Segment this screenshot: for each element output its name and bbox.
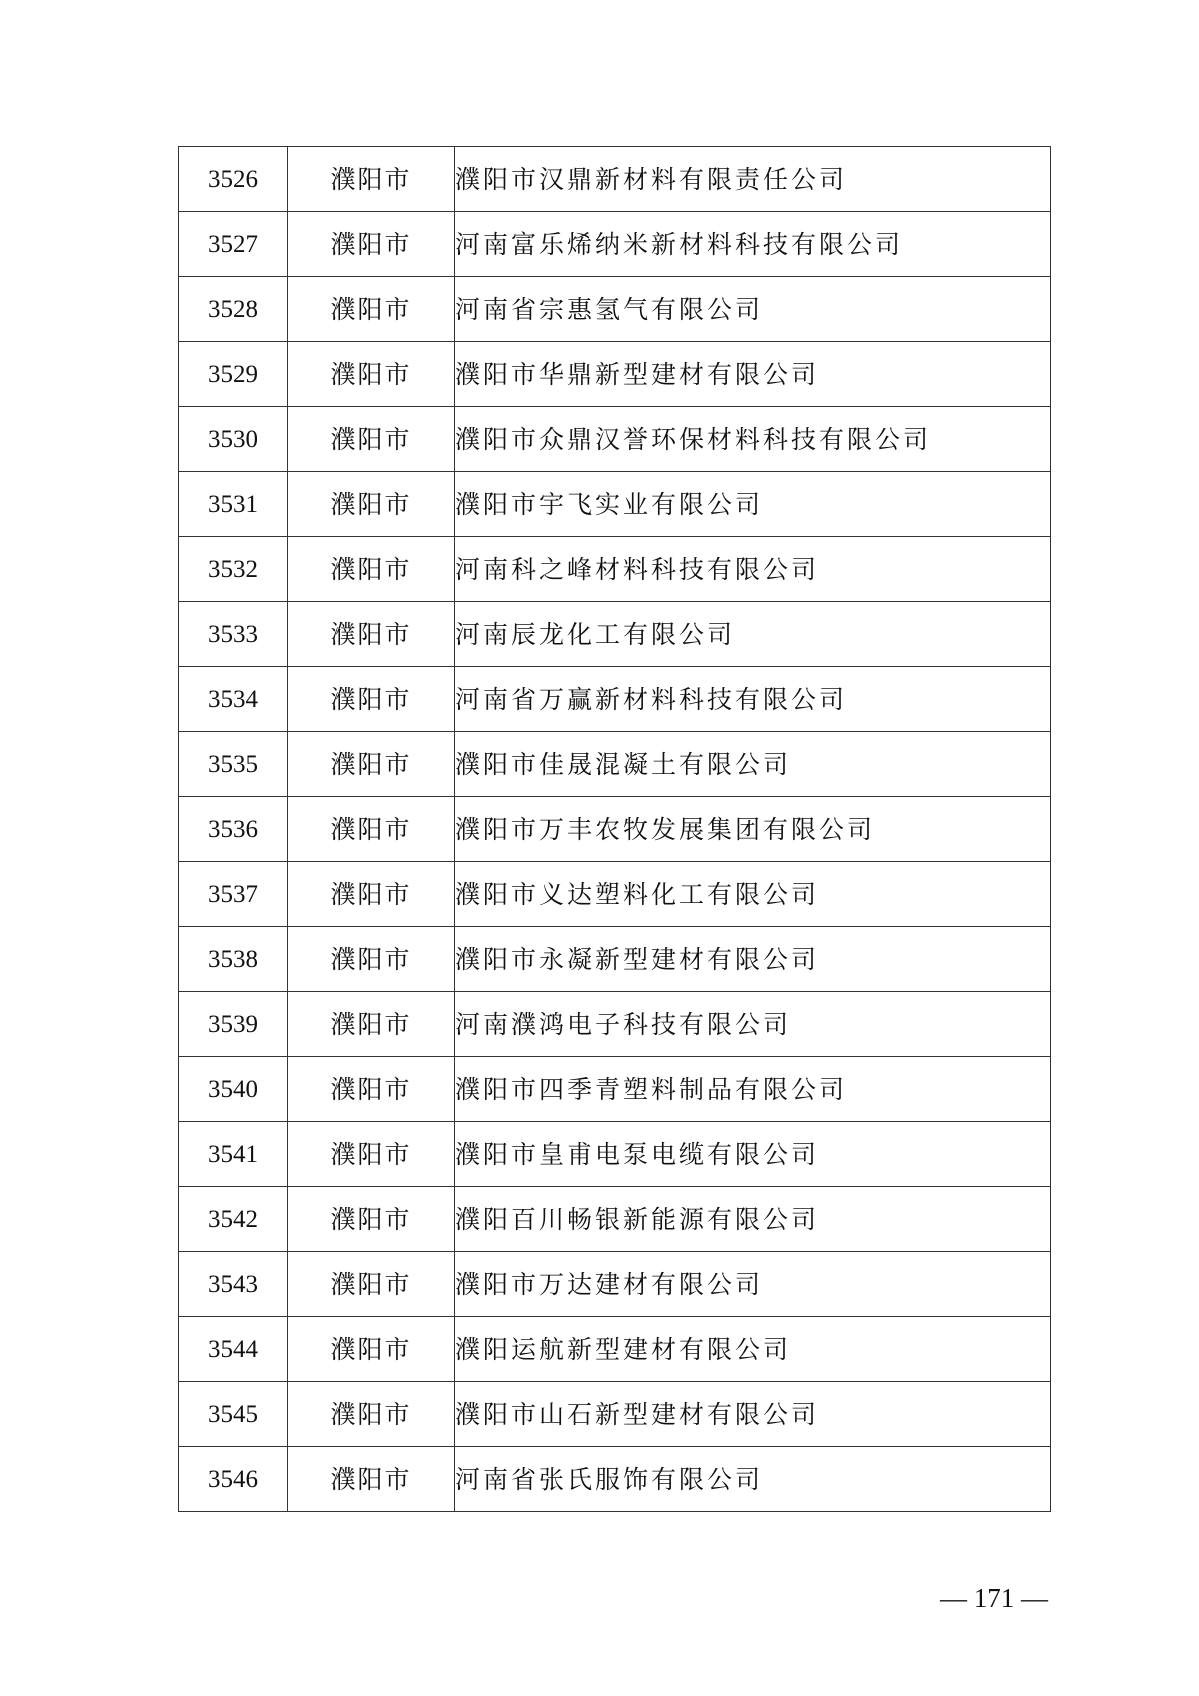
- company-name-cell: 河南省万赢新材料科技有限公司: [455, 667, 1051, 732]
- city-cell: 濮阳市: [288, 472, 455, 537]
- company-name-cell: 河南辰龙化工有限公司: [455, 602, 1051, 667]
- table-row: [179, 212, 1051, 277]
- company-name-cell: 河南省张氏服饰有限公司: [455, 1447, 1051, 1512]
- company-name-cell: 河南科之峰材料科技有限公司: [455, 537, 1051, 602]
- city-cell: 濮阳市: [288, 147, 455, 212]
- table-row: [179, 147, 1051, 212]
- table-row: [179, 797, 1051, 862]
- city-cell: 濮阳市: [288, 1252, 455, 1317]
- table-row: [179, 732, 1051, 797]
- city-cell: 濮阳市: [288, 992, 455, 1057]
- table-row: [179, 342, 1051, 407]
- row-number-cell: 3537: [179, 862, 288, 927]
- table-row: [179, 667, 1051, 732]
- table-row: [179, 1122, 1051, 1187]
- city-cell: 濮阳市: [288, 342, 455, 407]
- city-cell: 濮阳市: [288, 667, 455, 732]
- company-name-cell: 濮阳市宇飞实业有限公司: [455, 472, 1051, 537]
- row-number-cell: 3536: [179, 797, 288, 862]
- row-number-cell: 3542: [179, 1187, 288, 1252]
- table-row: [179, 862, 1051, 927]
- row-number-cell: 3535: [179, 732, 288, 797]
- city-cell: 濮阳市: [288, 277, 455, 342]
- row-number-cell: 3532: [179, 537, 288, 602]
- company-name-cell: 河南省宗惠氢气有限公司: [455, 277, 1051, 342]
- row-number-cell: 3545: [179, 1382, 288, 1447]
- row-number-cell: 3540: [179, 1057, 288, 1122]
- table-row: [179, 407, 1051, 472]
- row-number-cell: 3529: [179, 342, 288, 407]
- row-number-cell: 3534: [179, 667, 288, 732]
- table-row: [179, 602, 1051, 667]
- row-number-cell: 3538: [179, 927, 288, 992]
- row-number-cell: 3530: [179, 407, 288, 472]
- row-number-cell: 3541: [179, 1122, 288, 1187]
- company-name-cell: 濮阳市义达塑料化工有限公司: [455, 862, 1051, 927]
- table-row: [179, 1187, 1051, 1252]
- city-cell: 濮阳市: [288, 1382, 455, 1447]
- table-row: [179, 927, 1051, 992]
- table-row: [179, 1382, 1051, 1447]
- row-number-cell: 3543: [179, 1252, 288, 1317]
- city-cell: 濮阳市: [288, 212, 455, 277]
- company-name-cell: 濮阳市万丰农牧发展集团有限公司: [455, 797, 1051, 862]
- company-name-cell: 濮阳市山石新型建材有限公司: [455, 1382, 1051, 1447]
- city-cell: 濮阳市: [288, 537, 455, 602]
- row-number-cell: 3528: [179, 277, 288, 342]
- company-name-cell: 濮阳市万达建材有限公司: [455, 1252, 1051, 1317]
- company-name-cell: 濮阳市永凝新型建材有限公司: [455, 927, 1051, 992]
- table-row: [179, 992, 1051, 1057]
- table-row: [179, 1252, 1051, 1317]
- page-number: — 171 —: [940, 1583, 1048, 1613]
- city-cell: 濮阳市: [288, 602, 455, 667]
- city-cell: 濮阳市: [288, 407, 455, 472]
- company-name-cell: 濮阳市汉鼎新材料有限责任公司: [455, 147, 1051, 212]
- city-cell: 濮阳市: [288, 927, 455, 992]
- city-cell: 濮阳市: [288, 1447, 455, 1512]
- row-number-cell: 3527: [179, 212, 288, 277]
- row-number-cell: 3539: [179, 992, 288, 1057]
- company-name-cell: 河南濮鸿电子科技有限公司: [455, 992, 1051, 1057]
- table-row: [179, 1317, 1051, 1382]
- city-cell: 濮阳市: [288, 732, 455, 797]
- company-table: [178, 146, 1051, 1512]
- company-name-cell: 濮阳运航新型建材有限公司: [455, 1317, 1051, 1382]
- company-table-container: [178, 146, 1051, 1512]
- table-row: [179, 1057, 1051, 1122]
- company-name-cell: 濮阳市皇甫电泵电缆有限公司: [455, 1122, 1051, 1187]
- company-name-cell: 濮阳市四季青塑料制品有限公司: [455, 1057, 1051, 1122]
- row-number-cell: 3533: [179, 602, 288, 667]
- company-name-cell: 濮阳市佳晟混凝土有限公司: [455, 732, 1051, 797]
- table-row: [179, 472, 1051, 537]
- row-number-cell: 3546: [179, 1447, 288, 1512]
- city-cell: 濮阳市: [288, 797, 455, 862]
- city-cell: 濮阳市: [288, 1122, 455, 1187]
- table-row: [179, 277, 1051, 342]
- company-name-cell: 河南富乐烯纳米新材料科技有限公司: [455, 212, 1051, 277]
- city-cell: 濮阳市: [288, 1057, 455, 1122]
- table-row: [179, 1447, 1051, 1512]
- company-name-cell: 濮阳市华鼎新型建材有限公司: [455, 342, 1051, 407]
- city-cell: 濮阳市: [288, 1187, 455, 1252]
- company-name-cell: 濮阳百川畅银新能源有限公司: [455, 1187, 1051, 1252]
- row-number-cell: 3544: [179, 1317, 288, 1382]
- table-row: [179, 537, 1051, 602]
- city-cell: 濮阳市: [288, 862, 455, 927]
- row-number-cell: 3526: [179, 147, 288, 212]
- city-cell: 濮阳市: [288, 1317, 455, 1382]
- company-name-cell: 濮阳市众鼎汉誉环保材料科技有限公司: [455, 407, 1051, 472]
- row-number-cell: 3531: [179, 472, 288, 537]
- company-table-body: [179, 147, 1051, 1512]
